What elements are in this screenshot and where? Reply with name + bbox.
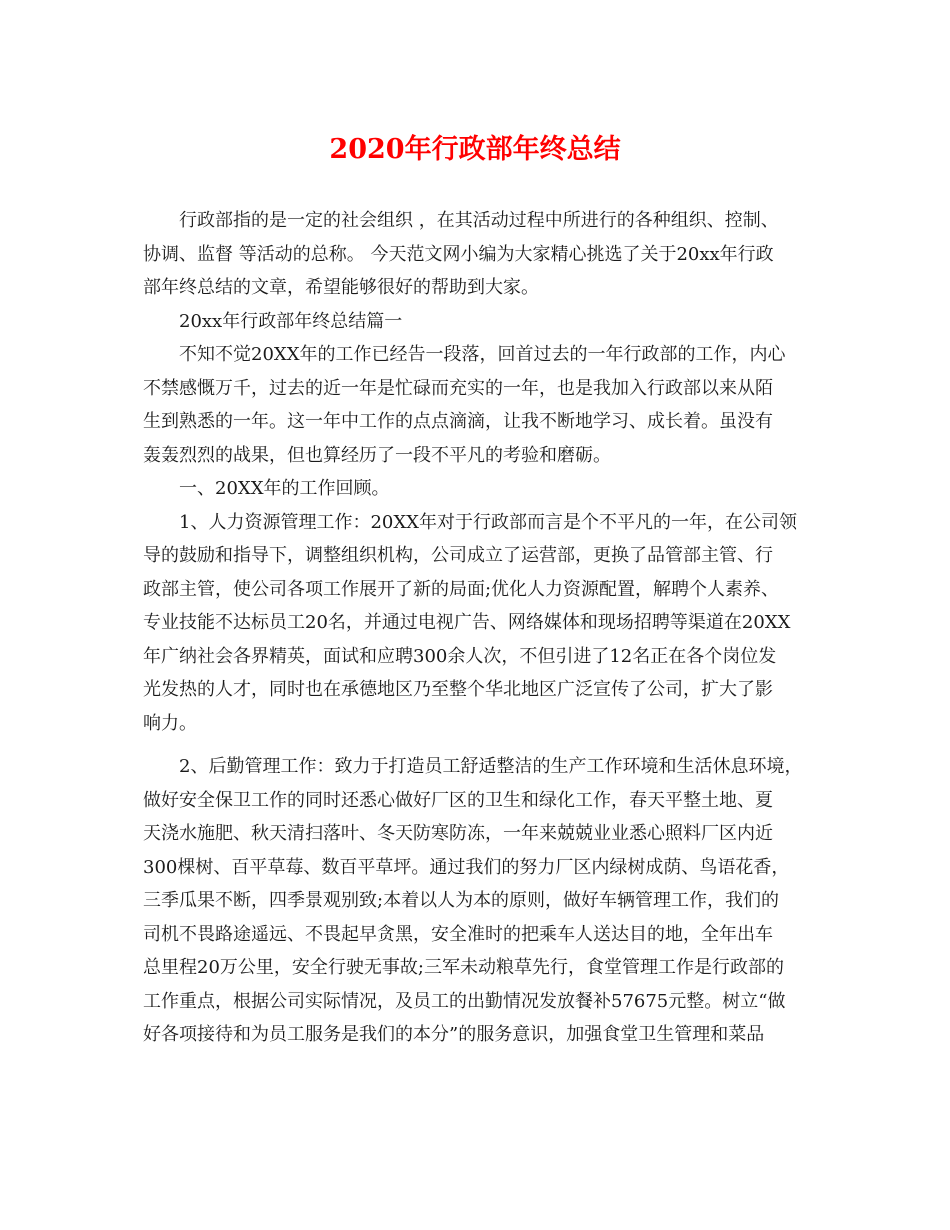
text-line: 总里程20万公里，安全行驶无事故;三军未动粮草先行，食堂管理工作是行政部的 (143, 957, 784, 978)
text-line: 轰轰烈烈的战果，但也算经历了一段不平凡的考验和磨砺。 (143, 444, 611, 466)
document-title: 2020年行政部年终总结 (329, 134, 621, 165)
text-line: 专业技能不达标员工20名，并通过电视广告、网络媒体和现场招聘等渠道在20XX (143, 612, 791, 633)
text-line: 年广纳社会各界精英，面试和应聘300余人次，不但引进了12名正在各个岗位发 (143, 645, 777, 667)
text-line: 工作重点，根据公司实际情况，及员工的出勤情况发放餐补57675元整。树立“做 (143, 990, 786, 1012)
text-line: 天浇水施肥、秋天清扫落叶、冬天防寒防冻，一年来兢兢业业悉心照料厂区内近 (143, 823, 773, 844)
text-line: 行政部指的是一定的社会组织 ，在其活动过程中所进行的各种组织、控制、 (179, 210, 779, 231)
text-line: 协调、监督 等活动的总称。 今天范文网小编为大家精心挑选了关于20xx年行政 (143, 243, 774, 265)
text-line: 一、20XX年的工作回顾。 (179, 478, 390, 499)
text-line: 做好安全保卫工作的同时还悉心做好厂区的卫生和绿化工作，春天平整土地、夏 (143, 789, 773, 811)
text-line: 300棵树、百平草莓、数百平草坪。通过我们的努力厂区内绿树成荫、鸟语花香， (143, 856, 790, 878)
text-line: 三季瓜果不断，四季景观别致;本着以人为本的原则，做好车辆管理工作，我们的 (143, 890, 780, 911)
text-line: 响力。 (143, 712, 197, 734)
text-line: 1、人力资源管理工作：20XX年对于行政部而言是个不平凡的一年，在公司领 (179, 511, 797, 533)
text-line: 20xx年行政部年终总结篇一 (179, 310, 403, 332)
section-heading (143, 305, 811, 339)
document-body (143, 204, 811, 1052)
intro-paragraph (143, 204, 811, 305)
text-line: 不禁感慨万千，过去的近一年是忙碌而充实的一年，也是我加入行政部以来从陌 (143, 377, 773, 399)
text-line: 光发热的人才，同时也在承德地区乃至整个华北地区广泛宣传了公司，扩大了影 (143, 679, 773, 700)
text-line: 政部主管，使公司各项工作展开了新的局面;优化人力资源配置，解聘个人素养、 (143, 578, 780, 600)
text-line: 导的鼓励和指导下，调整组织机构，公司成立了运营部，更换了品管部主管、行 (143, 545, 773, 566)
body-paragraph (143, 506, 811, 741)
body-paragraph (143, 338, 811, 472)
subsection-heading (143, 472, 811, 506)
paragraph-spacer (143, 740, 811, 750)
text-line: 生到熟悉的一年。这一年中工作的点点滴滴，让我不断地学习、成长着。虽没有 (143, 411, 773, 432)
text-line: 好各项接待和为员工服务是我们的本分”的服务意识，加强食堂卫生管理和菜品 (143, 1024, 765, 1045)
text-line: 不知不觉20XX年的工作已经告一段落，回首过去的一年行政部的工作，内心 (179, 344, 786, 365)
text-line: 2、后勤管理工作：致力于打造员工舒适整洁的生产工作环境和生活休息环境， (179, 756, 803, 777)
body-paragraph (143, 750, 811, 1052)
text-line: 司机不畏路途遥远、不畏起早贪黑，安全准时的把乘车人送达目的地，全年出车 (143, 923, 773, 945)
text-line: 部年终总结的文章，希望能够很好的帮助到大家。 (143, 277, 539, 298)
